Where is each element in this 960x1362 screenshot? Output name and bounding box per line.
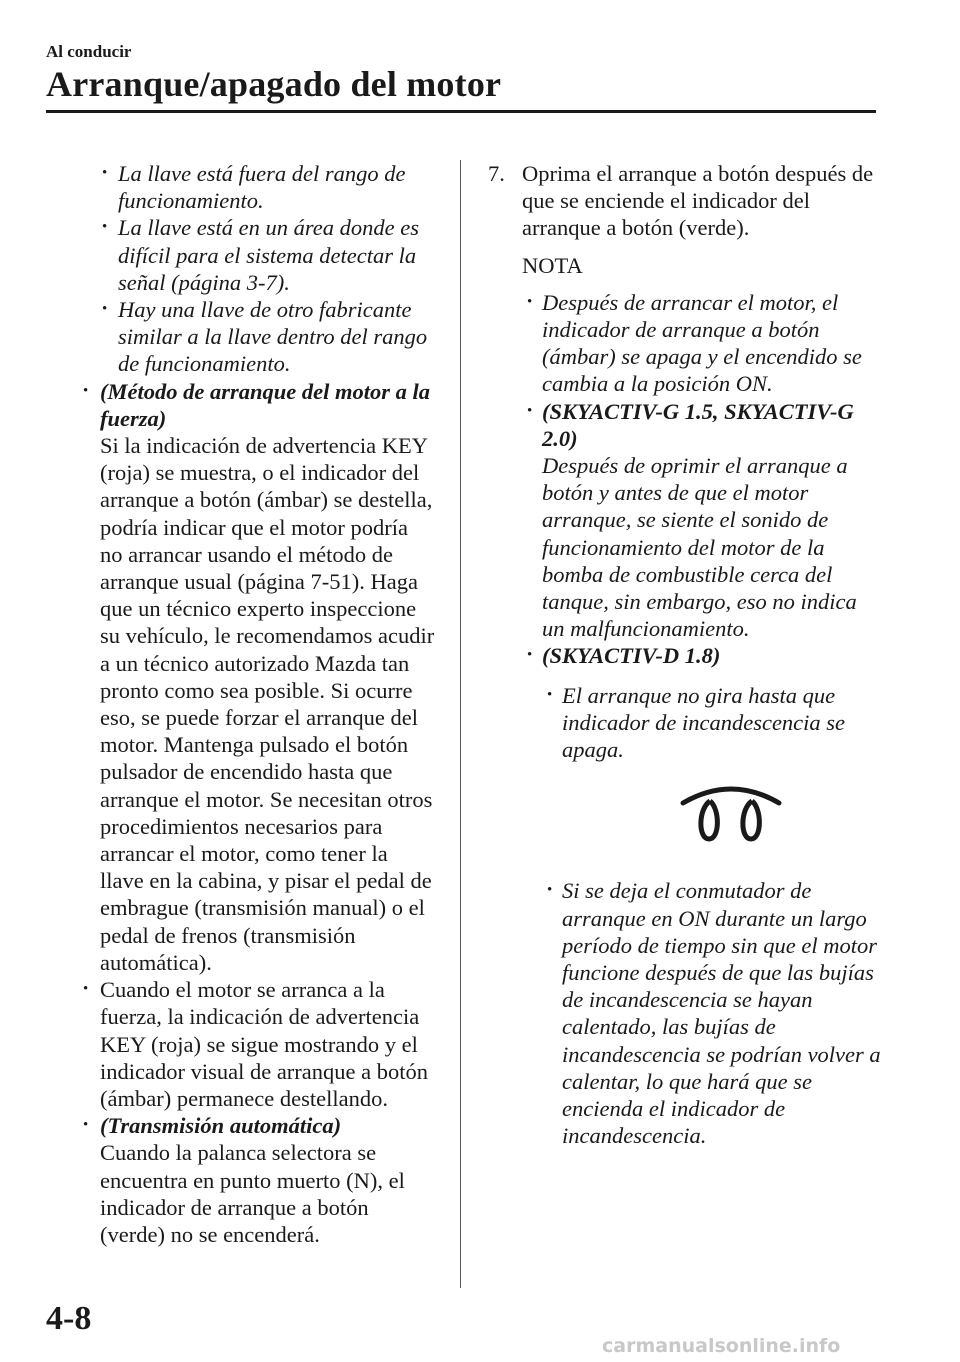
note-glow-reheat: • Si se deja el conmutador de arranque en ON durante un largo período de tiempo sin que el motor funcione después de que las bujías de incandescencia se hayan calentado, las bujías de incandescencia se podrían volver a calentar, lo que hará que se encienda el indicador de incandescencia.	[460, 877, 887, 1149]
glow-plug-indicator-icon	[678, 781, 784, 843]
header-rule	[46, 110, 876, 113]
note-glow-off: • El arranque no gira hasta que indicador de incandescencia se apaga.	[460, 682, 862, 764]
forced-start-heading: • (Método de arranque del motor a la fuerza)	[100, 378, 430, 431]
left-column	[0, 160, 460, 1248]
note-skyactiv-d	[460, 642, 862, 669]
skyactiv-d-heading: • (SKYACTIV-D 1.8)	[542, 643, 721, 669]
section-label: Al conducir	[46, 42, 132, 61]
note-after-start: • Después de arrancar el motor, el indicador de arranque a botón (ámbar) se apaga y el encendido se cambia a la posición ON.	[460, 289, 862, 398]
bullet-forced-start-after: • Cuando el motor se arranca a la fuerza, la indicación de advertencia KEY (roja) se sigue mostrando y el indicador visual de arranque a botón (ámbar) permanece destellando.	[0, 976, 435, 1112]
page-number: 4-8	[46, 1300, 92, 1337]
bullet-automatic	[0, 1112, 420, 1248]
page-title: Arranque/apagado del motor	[46, 64, 502, 104]
step-text: Oprima el arranque a botón después de que se enciende el indicador del arranque a botón (verde).	[522, 161, 874, 241]
note-skyactiv-g	[460, 398, 862, 643]
step-number: 7.	[488, 161, 505, 186]
nota-label: NOTA	[522, 252, 583, 278]
skyactiv-g-text: Después de oprimir el arranque a botón y antes de que el motor arranque, se siente el sonido de funcionamiento del motor de la bomba de combustible cerca del tanque, sin embargo, eso no indica un malfuncionamiento.	[542, 453, 857, 642]
automatic-text: Cuando la palanca selectora se encuentra en punto muerto (N), el indicador de arranque a botón (verde) no se encenderá.	[100, 1140, 405, 1247]
bullet-other-key: • Hay una llave de otro fabricante similar a la llave dentro del rango de funcionamiento.	[0, 296, 428, 378]
right-column	[460, 160, 900, 1150]
bullet-key-out-of-range: • La llave está fuera del rango de funcionamiento.	[0, 160, 418, 214]
forced-start-text: Si la indicación de advertencia KEY (roja) se muestra, o el indicador del arranque a botón (ámbar) se destella, podría indicar que el motor podría no arrancar usando el método de arranque usual (página 7-51). Haga que un técnico experto inspeccione su vehículo, le recomendamos acudir a un técnico autorizado Mazda tan pronto como sea posible. Si ocurre eso, se puede forzar el arranque del motor. Mantenga pulsado el botón pulsador de encendido hasta que arranque el motor. Se necesitan otros procedimientos necesarios para arrancar el motor, como tener la llave en la cabina, y pisar el pedal de embrague (transmisión manual) o el pedal de frenos (transmisión automática).	[100, 433, 435, 975]
skyactiv-g-heading: • (SKYACTIV-G 1.5, SKYACTIV-G 2.0)	[542, 398, 854, 451]
glow-indicator-figure	[460, 781, 900, 849]
watermark: carmanualsonline.info	[602, 1335, 841, 1357]
step-7	[460, 160, 882, 242]
automatic-heading: • (Transmisión automática)	[100, 1113, 342, 1139]
bullet-key-hard-to-detect: • La llave está en un área donde es difícil para el sistema detectar la señal (página 3-7).	[0, 214, 428, 296]
bullet-forced-start	[0, 378, 435, 976]
